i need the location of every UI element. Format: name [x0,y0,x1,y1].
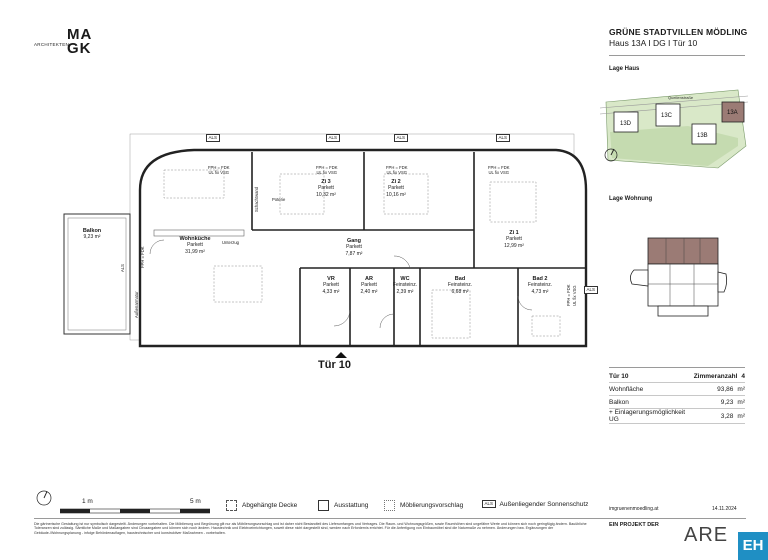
house-label-13c: 13C [661,113,673,119]
legend-abgehaengte-decke [226,500,297,511]
room-area: 9,23 m² [83,234,101,240]
room-floor: Parkett [318,185,334,191]
summary-row [609,396,745,409]
room-area: 10,32 m² [316,191,336,198]
room-floor: Parkett [361,282,377,288]
room-gang [334,238,374,257]
house-label-13b: 13B [697,133,708,139]
window-annotation [488,165,510,175]
header-divider [609,55,745,56]
summary-row-unit: m² [737,396,745,409]
summary-header-row [609,370,745,383]
summary-row-label: Wohnfläche [609,383,694,396]
room-name: Gang [346,238,362,244]
room-floor: Feinsteinz. [527,282,553,288]
legend-sonnenschutz [482,500,588,508]
scale-bar [60,508,210,514]
room-name: Balkon [82,228,102,234]
summary-row-label: Balkon [609,396,694,409]
room-area: 6,68 m² [451,288,469,295]
logo-architects-label: ARCHITEKTEN [34,42,70,47]
als-marker: ALS [496,134,510,142]
logo-letters-bottom: GK [67,40,92,57]
scale-left-label: 1 m [82,498,93,505]
room-name: Zi 2 [391,179,401,185]
ul-text: UL fix VSG [488,170,510,175]
room-name: Zi 1 [509,230,519,236]
unit-location-plan [620,232,730,322]
als-marker: ALS [326,134,340,142]
room-area: 10,16 m² [386,191,406,198]
disclaimer-text: Die gärtnerische Gestaltung ist nur symbolisch dargestellt. Änderungen vorbehalten. Die Möblierung und Begrünung gilt nur als Möblierungsvorschlag und ist daher nicht Bestandteil des Lieferumfanges und Vertrages. Die Raum- und Wohnungsgrößen, sowie Raumhöhen sind ungefähre Werte und können sich noch geringfügig ändern. Bauübliche Toleranzen sind zulässig. Sämtliche Maße und Maßangaben sind Circaangaben und können sich noch ändern. Haustechnik und Elektroeinrichtungen, soweit diese nicht dargestellt sind, werden nach Erfordernis errichtet. Für die Anfertigung von Einbaumöbel sind die Naturmaße zu nehmen. Änderungen bzw. Ergänzungen der Gebäude-/Wohnungsplanung - infolge Behördenauflagen, haustechnischer und konstruktiver Maßnahmen - vorbehalten. [34,522,587,535]
ul-text: UL fix VSG [316,170,338,175]
room-ar [352,276,386,295]
area-summary-table [609,370,745,424]
als-marker: ALS [206,134,220,142]
window-annotation [208,165,230,175]
ul-vertical-label: UL fix VSG [572,285,577,306]
window-annotation [316,165,338,175]
door-label: Tür 10 [318,359,352,371]
street-label: Quellenstraße [668,95,694,100]
summary-row [609,409,745,424]
summary-row-value: 3,28 [694,409,738,424]
als-vertical-label: ALS [120,264,125,272]
room-name: Bad [454,276,466,282]
room-floor: Parkett [388,185,404,191]
ul-text: UL fix VSG [386,170,408,175]
room-balkon [70,228,114,241]
room-area: 4,73 m² [531,288,549,295]
room-floor: Parkett [323,282,339,288]
room-zi3 [306,179,346,198]
room-area: 7,87 m² [345,250,363,257]
legend-label: Ausstattung [334,502,369,509]
room-name: VR [327,276,335,282]
rooms-label: Zimmeranzahl [694,370,738,383]
logo-letters-top: MA [67,26,93,43]
fph-vertical-label: FPH = FDK [140,246,145,268]
fph-text: FPH = FDK [488,165,510,170]
room-floor: Parkett [506,236,522,242]
fph-text: FPH = FDK [208,165,230,170]
room-name: Zi 3 [321,179,331,185]
fph-vertical-label: FPH = FDK [566,284,571,306]
window-annotation [386,165,408,175]
schachtwand-label: Schachtwand [254,186,259,212]
room-wc [388,276,422,295]
project-subtitle: Haus 13A I DG I Tür 10 [609,38,698,48]
scale-right-label: 5 m [190,498,201,505]
summary-row-unit: m² [737,383,745,396]
solid-square-icon [318,500,329,511]
fph-text: FPH = FDK [316,165,338,170]
room-zi2 [376,179,416,198]
developer-brand: ARE [684,524,729,546]
poterie-label: Poterie [272,197,286,202]
room-zi1 [494,230,534,249]
lage-haus-label: Lage Haus [609,66,640,72]
legend-moeblierung [384,500,463,511]
footer-divider [34,518,746,519]
room-name: Bad 2 [532,276,548,282]
room-bad2 [520,276,560,295]
summary-top-divider [609,367,745,368]
ul-text: UL fix VSG [208,170,230,175]
summary-row-value: 9,23 [694,396,738,409]
fph-text: FPH = FDK [386,165,408,170]
als-badge: ALS [482,500,496,508]
room-area: 12,99 m² [504,242,524,249]
summary-row-value: 93,86 [694,383,738,396]
als-marker: ALS [394,134,408,142]
als-marker: ALS [584,286,598,294]
room-name: AR [365,276,373,282]
architect-logo [34,28,98,58]
legend-ausstattung [318,500,368,511]
summary-row [609,383,745,396]
dotted-square-icon [384,500,395,511]
room-vr [314,276,348,295]
developer-label: EIN PROJEKT DER [609,522,659,528]
summary-row-label: + Einlagerungsmöglichkeit UG [609,409,694,424]
legend-label: Möblierungsvorschlag [400,502,464,509]
rooms-value: 4 [737,370,745,383]
room-area: 31,99 m² [185,248,205,255]
house-label-13a: 13A [727,110,738,116]
website-link[interactable]: imgruenenmoedling.at [609,506,659,512]
room-area: 2,40 m² [360,288,378,295]
legend-label: Außenliegender Sonnenschutz [499,500,589,508]
compass-icon [36,490,52,506]
unterzug-label: Unterzug [222,240,239,245]
room-floor: Feinsteinz. [447,282,473,288]
project-title: GRÜNE STADTVILLEN MÖDLING [609,27,748,37]
room-name: Wohnküche [179,236,211,242]
room-wohnkueche [170,236,220,255]
plan-date: 14.11.2024 [712,506,737,512]
room-floor: Parkett [346,244,362,250]
room-floor: Parkett [187,242,203,248]
lage-wohnung-label: Lage Wohnung [609,196,653,202]
dashed-square-icon [226,500,237,511]
room-bad [440,276,480,295]
room-floor: Feinsteinz. [392,282,418,288]
aussen-armatur-label: Außenarmatur [134,291,139,318]
north-arrow-icon [604,148,618,162]
site-map [598,86,750,172]
room-area: 2,39 m² [396,288,414,295]
room-name: WC [400,276,410,282]
room-area: 4,33 m² [322,288,340,295]
legend-label: Abgehängte Decke [242,502,298,509]
house-label-13d: 13D [620,121,632,127]
developer-badge: EH [738,532,768,560]
summary-row-unit: m² [737,409,745,424]
unit-label: Tür 10 [609,370,694,383]
